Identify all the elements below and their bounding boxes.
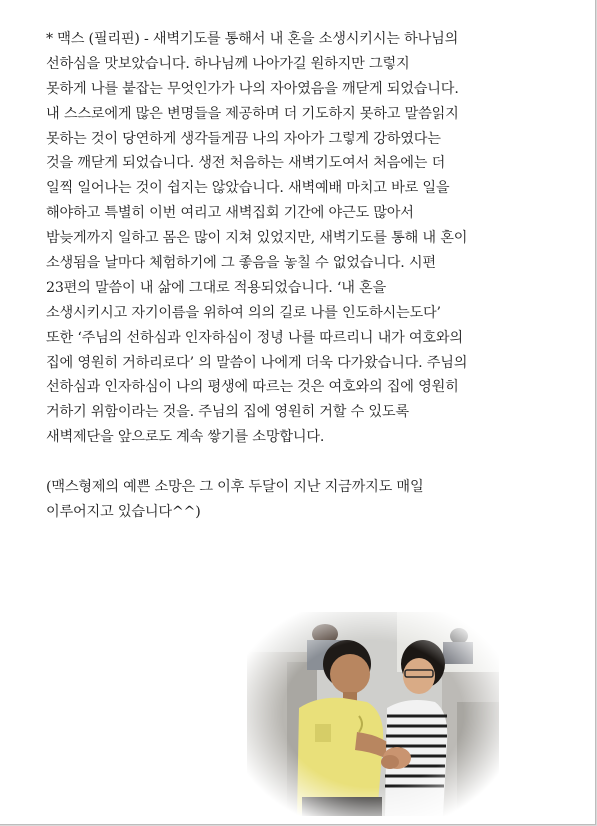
paragraph-gap	[46, 450, 546, 475]
note-line: (맥스형제의 예쁜 소망은 그 이후 두달이 지난 지금까지도 매일	[46, 479, 424, 496]
text-line: 일찍 일어나는 것이 쉽지는 않았습니다. 새벽예배 마치고 바로 일을	[46, 180, 450, 197]
text-line: 것을 깨닫게 되었습니다. 생전 처음하는 새벽기도여서 처음에는 더	[46, 155, 446, 172]
testimony-text	[46, 27, 546, 525]
text-line: 못하는 것이 당연하게 생각들게끔 나의 자아가 그렇게 강하였다는	[46, 130, 441, 147]
text-line: 또한 ‘주님의 선하심과 인자하심이 정녕 나를 따르리니 내가 여호와의	[46, 329, 463, 346]
text-line: 못하게 나를 붙잡는 무엇인가가 나의 자아였음을 깨닫게 되었습니다.	[46, 80, 459, 97]
note-line: 이루어지고 있습니다^^)	[46, 504, 201, 521]
text-line: 새벽제단을 앞으로도 계속 쌓기를 소망합니다.	[46, 429, 325, 446]
text-line: 거하기 위함이라는 것을. 주님의 집에 영원히 거할 수 있도록	[46, 404, 409, 421]
text-line: 23편의 말씀이 내 삶에 그대로 적용되었습니다. ‘내 혼을	[46, 279, 387, 296]
text-line: 집에 영원히 거하리로다’ 의 말씀이 나에게 더욱 다가왔습니다. 주님의	[46, 354, 468, 371]
text-line: 소생됨을 날마다 체험하기에 그 좋음을 놓칠 수 없었습니다. 시편	[46, 255, 436, 272]
prayer-photo-illustration	[247, 612, 499, 816]
text-line: * 맥스 (필리핀) - 새벽기도를 통해서 내 혼을 소생시키시는 하나님의	[46, 31, 459, 47]
text-line: 선하심과 인자하심이 나의 평생에 따르는 것은 여호와의 집에 영원히	[46, 379, 459, 396]
text-line: 소생시키시고 자기이름을 위하여 의의 길로 나를 인도하시는도다’	[46, 304, 441, 321]
prayer-photo	[247, 612, 499, 816]
text-line: 해야하고 특별히 이번 여리고 새벽집회 기간에 야근도 많아서	[46, 205, 414, 222]
text-line: 내 스스로에게 많은 변명들을 제공하며 더 기도하지 못하고 말씀읽지	[46, 105, 459, 122]
text-line: 밤늦게까지 일하고 몸은 많이 지쳐 있었지만, 새벽기도를 통해 내 혼이	[46, 230, 468, 247]
text-line: 선하심을 맛보았습니다. 하나님께 나아가길 원하지만 그렇지	[46, 55, 410, 72]
